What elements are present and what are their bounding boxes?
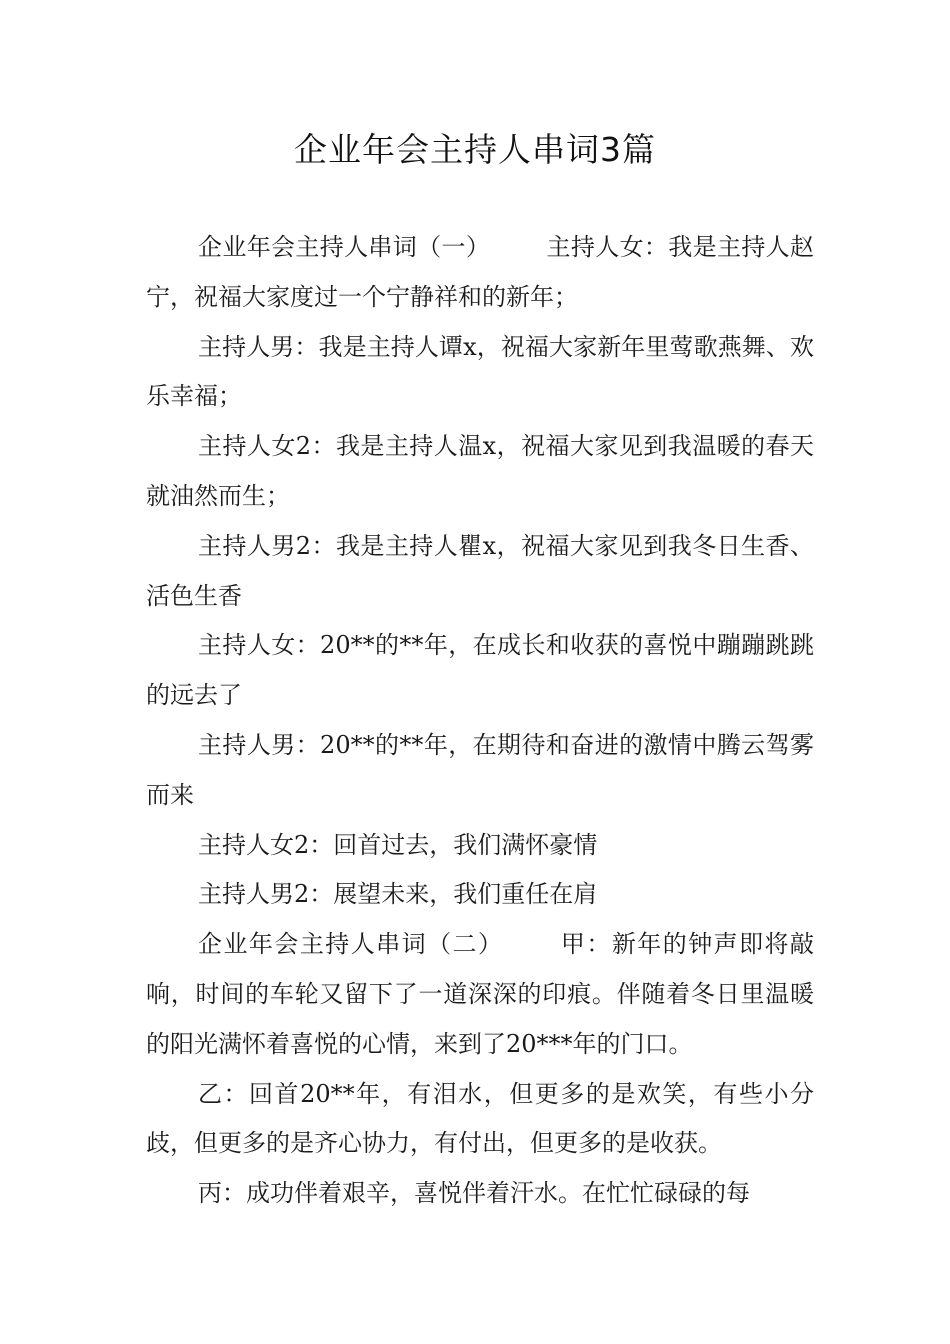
document-title: 企业年会主持人串词3篇 <box>294 130 656 169</box>
paragraph: 乙：回首20**年，有泪水，但更多的是欢笑，有些小分歧，但更多的是齐心协力，有付出，但更多的是收获。 <box>146 1079 814 1158</box>
paragraph-text: 主持人女：我是主持人赵宁，祝福大家度过一个宁静祥和的新年； <box>146 233 815 311</box>
paragraph: 主持人男：20**的**年，在期待和奋进的激情中腾云驾雾而来 <box>146 730 814 809</box>
paragraph-text: 甲：新年的钟声即将敲响，时间的车轮又留下了一道深深的印痕。伴随着冬日里温暖的阳光满怀着喜悦的心情，来到了20***年的门口。 <box>146 930 815 1058</box>
paragraph: 主持人男2：展望未来，我们重任在肩 <box>198 880 598 909</box>
section-heading: 企业年会主持人串词（一） <box>198 233 491 261</box>
document-body <box>146 223 814 1219</box>
section-heading: 企业年会主持人串词（二） <box>198 930 504 959</box>
paragraph: 主持人女2：我是主持人温x，祝福大家见到我温暖的春天就油然而生； <box>146 432 814 510</box>
paragraph: 主持人男2：我是主持人瞿x，祝福大家见到我冬日生香、活色生香 <box>146 531 814 610</box>
paragraph <box>146 920 814 1069</box>
paragraph: 丙：成功伴着艰辛，喜悦伴着汗水。在忙忙碌碌的每 <box>198 1179 750 1208</box>
paragraph: 主持人女：20**的**年，在成长和收获的喜悦中蹦蹦跳跳的远去了 <box>146 631 814 710</box>
paragraph: 主持人男：我是主持人谭x，祝福大家新年里莺歌燕舞、欢乐幸福； <box>146 332 814 411</box>
paragraph <box>146 223 814 323</box>
paragraph: 主持人女2：回首过去，我们满怀豪情 <box>198 830 598 859</box>
